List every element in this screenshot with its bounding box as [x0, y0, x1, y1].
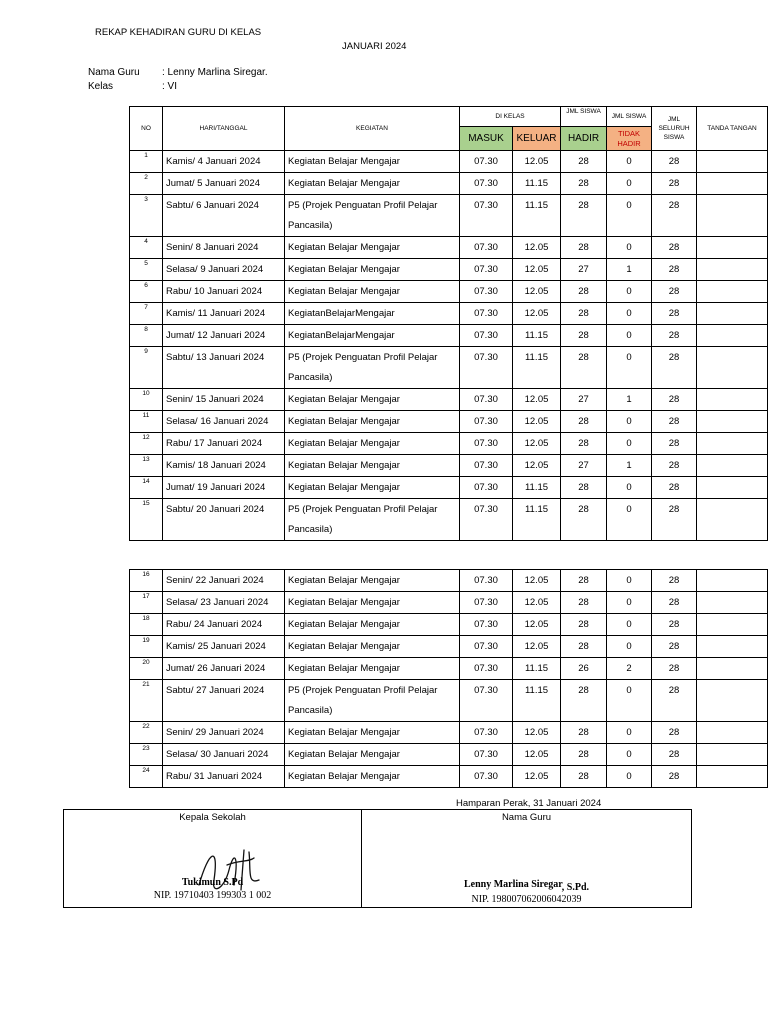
table-row [130, 658, 768, 680]
row-hadir: 28 [561, 347, 607, 389]
header-total: JML SELURUH SISWA [652, 107, 697, 151]
table-row [130, 281, 768, 303]
row-hadir: 28 [561, 499, 607, 541]
row-hadir: 28 [561, 151, 607, 173]
teacher-sign-name [362, 879, 691, 893]
teacher-label: Nama Guru [88, 67, 140, 78]
table-row [130, 477, 768, 499]
row-keluar: 11.15 [513, 477, 561, 499]
row-total: 28 [652, 303, 697, 325]
row-tidak-hadir: 0 [607, 237, 652, 259]
row-signature [697, 636, 768, 658]
row-keluar: 12.05 [513, 389, 561, 411]
row-date: Senin/ 8 Januari 2024 [163, 237, 285, 259]
row-date: Senin/ 15 Januari 2024 [163, 389, 285, 411]
row-date: Senin/ 22 Januari 2024 [163, 570, 285, 592]
row-date: Kamis/ 18 Januari 2024 [163, 455, 285, 477]
row-total: 28 [652, 389, 697, 411]
row-total: 28 [652, 325, 697, 347]
table-row [130, 411, 768, 433]
row-no: 22 [130, 722, 163, 744]
row-signature [697, 658, 768, 680]
row-hadir: 28 [561, 636, 607, 658]
row-masuk: 07.30 [460, 570, 513, 592]
row-no: 17 [130, 592, 163, 614]
row-signature [697, 259, 768, 281]
row-total: 28 [652, 680, 697, 722]
row-tidak-hadir: 0 [607, 722, 652, 744]
row-activity: Kegiatan Belajar Mengajar [285, 433, 460, 455]
row-no: 1 [130, 151, 163, 173]
header-no: NO [130, 107, 163, 151]
row-activity: Kegiatan Belajar Mengajar [285, 455, 460, 477]
row-no: 16 [130, 570, 163, 592]
row-keluar: 12.05 [513, 614, 561, 636]
row-masuk: 07.30 [460, 722, 513, 744]
row-no: 13 [130, 455, 163, 477]
document-title: REKAP KEHADIRAN GURU DI KELAS [95, 27, 262, 38]
row-total: 28 [652, 636, 697, 658]
teacher-nip: NIP. 198007062006042039 [471, 894, 582, 905]
row-tidak-hadir: 0 [607, 477, 652, 499]
teacher-cell [362, 810, 692, 908]
row-keluar: 11.15 [513, 173, 561, 195]
row-keluar: 12.05 [513, 259, 561, 281]
row-signature [697, 614, 768, 636]
table-row [130, 744, 768, 766]
row-signature [697, 477, 768, 499]
header-hadir: HADIR [561, 127, 607, 151]
row-date: Jumat/ 19 Januari 2024 [163, 477, 285, 499]
row-hadir: 26 [561, 658, 607, 680]
principal-role: Kepala Sekolah [179, 812, 246, 823]
row-total: 28 [652, 499, 697, 541]
class-label: Kelas [88, 81, 114, 92]
row-signature [697, 499, 768, 541]
row-signature [697, 151, 768, 173]
teacher-sign-name-main: Lenny Marlina Siregar [463, 879, 562, 890]
row-date: Jumat/ 5 Januari 2024 [163, 173, 285, 195]
row-signature [697, 195, 768, 237]
row-no: 8 [130, 325, 163, 347]
row-no: 12 [130, 433, 163, 455]
row-signature [697, 347, 768, 389]
row-hadir: 28 [561, 570, 607, 592]
row-activity: Kegiatan Belajar Mengajar [285, 281, 460, 303]
row-no: 5 [130, 259, 163, 281]
row-total: 28 [652, 173, 697, 195]
header-activity: KEGIATAN [285, 107, 460, 151]
row-total: 28 [652, 411, 697, 433]
row-signature [697, 411, 768, 433]
row-masuk: 07.30 [460, 303, 513, 325]
row-hadir: 28 [561, 325, 607, 347]
place-date: Hamparan Perak, 31 Januari 2024 [456, 798, 602, 809]
row-date: Rabu/ 24 Januari 2024 [163, 614, 285, 636]
row-tidak-hadir: 0 [607, 499, 652, 541]
row-activity: Kegiatan Belajar Mengajar [285, 766, 460, 788]
table-row [130, 570, 768, 592]
row-hadir: 28 [561, 766, 607, 788]
row-activity: Kegiatan Belajar Mengajar [285, 237, 460, 259]
row-total: 28 [652, 151, 697, 173]
row-signature [697, 173, 768, 195]
row-masuk: 07.30 [460, 411, 513, 433]
row-no: 23 [130, 744, 163, 766]
header-students-count: JML SISWA [561, 107, 607, 127]
row-keluar: 12.05 [513, 455, 561, 477]
row-activity: Kegiatan Belajar Mengajar [285, 658, 460, 680]
row-keluar: 11.15 [513, 680, 561, 722]
row-no: 24 [130, 766, 163, 788]
row-total: 28 [652, 722, 697, 744]
row-activity: Kegiatan Belajar Mengajar [285, 722, 460, 744]
row-signature [697, 433, 768, 455]
row-tidak-hadir: 0 [607, 744, 652, 766]
table-row [130, 347, 768, 389]
row-keluar: 12.05 [513, 722, 561, 744]
row-total: 28 [652, 281, 697, 303]
row-date: Sabtu/ 6 Januari 2024 [163, 195, 285, 237]
row-date: Sabtu/ 20 Januari 2024 [163, 499, 285, 541]
table-row [130, 173, 768, 195]
row-no: 11 [130, 411, 163, 433]
table-row [130, 722, 768, 744]
row-hadir: 27 [561, 259, 607, 281]
class-value: : VI [162, 81, 178, 92]
row-no: 6 [130, 281, 163, 303]
row-tidak-hadir: 0 [607, 636, 652, 658]
row-hadir: 28 [561, 614, 607, 636]
row-signature [697, 680, 768, 722]
table-row [130, 325, 768, 347]
row-total: 28 [652, 477, 697, 499]
table-row [130, 151, 768, 173]
row-masuk: 07.30 [460, 173, 513, 195]
row-date: Sabtu/ 27 Januari 2024 [163, 680, 285, 722]
header-date: HARI/TANGGAL [163, 107, 285, 151]
row-tidak-hadir: 0 [607, 680, 652, 722]
row-masuk: 07.30 [460, 744, 513, 766]
row-activity: Kegiatan Belajar Mengajar [285, 259, 460, 281]
row-hadir: 28 [561, 680, 607, 722]
table-row [130, 433, 768, 455]
row-masuk: 07.30 [460, 766, 513, 788]
row-masuk: 07.30 [460, 389, 513, 411]
row-keluar: 12.05 [513, 411, 561, 433]
principal-name: Tukimun S.Pd [181, 877, 244, 888]
row-masuk: 07.30 [460, 195, 513, 237]
row-activity: Kegiatan Belajar Mengajar [285, 614, 460, 636]
row-no: 10 [130, 389, 163, 411]
row-no: 19 [130, 636, 163, 658]
row-hadir: 28 [561, 195, 607, 237]
row-hadir: 28 [561, 722, 607, 744]
row-date: Rabu/ 31 Januari 2024 [163, 766, 285, 788]
row-masuk: 07.30 [460, 281, 513, 303]
row-signature [697, 722, 768, 744]
row-date: Kamis/ 4 Januari 2024 [163, 151, 285, 173]
row-date: Selasa/ 23 Januari 2024 [163, 592, 285, 614]
row-masuk: 07.30 [460, 614, 513, 636]
row-tidak-hadir: 0 [607, 347, 652, 389]
row-keluar: 12.05 [513, 237, 561, 259]
row-keluar: 11.15 [513, 325, 561, 347]
row-signature [697, 303, 768, 325]
row-signature [697, 237, 768, 259]
row-keluar: 12.05 [513, 766, 561, 788]
row-masuk: 07.30 [460, 347, 513, 389]
table-row [130, 259, 768, 281]
row-hadir: 28 [561, 173, 607, 195]
row-date: Selasa/ 16 Januari 2024 [163, 411, 285, 433]
row-hadir: 28 [561, 237, 607, 259]
row-activity: P5 (Projek Penguatan Profil Pelajar Pancasila) [285, 680, 460, 722]
row-keluar: 12.05 [513, 570, 561, 592]
row-date: Jumat/ 12 Januari 2024 [163, 325, 285, 347]
row-masuk: 07.30 [460, 658, 513, 680]
row-tidak-hadir: 0 [607, 592, 652, 614]
attendance-table-2 [129, 569, 768, 788]
header-keluar: KELUAR [513, 127, 561, 151]
row-keluar: 11.15 [513, 658, 561, 680]
row-keluar: 12.05 [513, 744, 561, 766]
row-activity: Kegiatan Belajar Mengajar [285, 411, 460, 433]
row-total: 28 [652, 259, 697, 281]
table-row [130, 499, 768, 541]
row-keluar: 12.05 [513, 151, 561, 173]
row-activity: KegiatanBelajarMengajar [285, 303, 460, 325]
row-hadir: 28 [561, 281, 607, 303]
row-signature [697, 281, 768, 303]
row-date: Senin/ 29 Januari 2024 [163, 722, 285, 744]
row-signature [697, 766, 768, 788]
row-masuk: 07.30 [460, 433, 513, 455]
table-row [130, 389, 768, 411]
teacher-value: : Lenny Marlina Siregar. [162, 67, 268, 78]
row-total: 28 [652, 658, 697, 680]
row-total: 28 [652, 347, 697, 389]
table-row [130, 592, 768, 614]
row-keluar: 12.05 [513, 592, 561, 614]
row-hadir: 28 [561, 303, 607, 325]
table-row [130, 237, 768, 259]
row-masuk: 07.30 [460, 680, 513, 722]
row-total: 28 [652, 614, 697, 636]
teacher-role: Nama Guru [501, 812, 552, 823]
row-hadir: 28 [561, 477, 607, 499]
row-no: 2 [130, 173, 163, 195]
row-no: 18 [130, 614, 163, 636]
row-activity: Kegiatan Belajar Mengajar [285, 151, 460, 173]
row-no: 20 [130, 658, 163, 680]
header-absent-group: JML SISWA [607, 107, 652, 127]
row-activity: Kegiatan Belajar Mengajar [285, 592, 460, 614]
row-signature [697, 455, 768, 477]
row-signature [697, 744, 768, 766]
row-tidak-hadir: 0 [607, 766, 652, 788]
row-hadir: 28 [561, 592, 607, 614]
row-total: 28 [652, 195, 697, 237]
row-no: 9 [130, 347, 163, 389]
table-row [130, 455, 768, 477]
row-hadir: 27 [561, 455, 607, 477]
row-tidak-hadir: 1 [607, 389, 652, 411]
row-hadir: 28 [561, 411, 607, 433]
row-masuk: 07.30 [460, 636, 513, 658]
row-keluar: 11.15 [513, 347, 561, 389]
row-tidak-hadir: 0 [607, 325, 652, 347]
row-total: 28 [652, 433, 697, 455]
table-row [130, 680, 768, 722]
principal-cell [64, 810, 362, 908]
document-month: JANUARI 2024 [342, 41, 407, 52]
header-signature: TANDA TANGAN [697, 107, 768, 151]
row-keluar: 12.05 [513, 281, 561, 303]
row-activity: Kegiatan Belajar Mengajar [285, 477, 460, 499]
table-row [130, 195, 768, 237]
row-tidak-hadir: 0 [607, 433, 652, 455]
header-tidak-hadir: TIDAK HADIR [607, 127, 652, 151]
row-no: 14 [130, 477, 163, 499]
row-date: Selasa/ 30 Januari 2024 [163, 744, 285, 766]
row-tidak-hadir: 0 [607, 614, 652, 636]
row-total: 28 [652, 744, 697, 766]
row-signature [697, 570, 768, 592]
row-keluar: 12.05 [513, 433, 561, 455]
row-activity: P5 (Projek Penguatan Profil Pelajar Pancasila) [285, 195, 460, 237]
table-row [130, 636, 768, 658]
row-activity: Kegiatan Belajar Mengajar [285, 389, 460, 411]
row-date: Sabtu/ 13 Januari 2024 [163, 347, 285, 389]
row-masuk: 07.30 [460, 259, 513, 281]
row-hadir: 28 [561, 433, 607, 455]
row-activity: KegiatanBelajarMengajar [285, 325, 460, 347]
row-activity: Kegiatan Belajar Mengajar [285, 570, 460, 592]
table-row [130, 766, 768, 788]
row-total: 28 [652, 570, 697, 592]
row-tidak-hadir: 0 [607, 151, 652, 173]
row-tidak-hadir: 0 [607, 173, 652, 195]
table-row [130, 303, 768, 325]
row-total: 28 [652, 592, 697, 614]
row-activity: P5 (Projek Penguatan Profil Pelajar Pancasila) [285, 347, 460, 389]
row-masuk: 07.30 [460, 477, 513, 499]
row-masuk: 07.30 [460, 455, 513, 477]
row-signature [697, 389, 768, 411]
attendance-table-1 [129, 106, 768, 541]
row-total: 28 [652, 766, 697, 788]
row-date: Selasa/ 9 Januari 2024 [163, 259, 285, 281]
table-row [130, 614, 768, 636]
row-masuk: 07.30 [460, 592, 513, 614]
principal-nip: NIP. 19710403 199303 1 002 [153, 890, 272, 901]
row-keluar: 11.15 [513, 195, 561, 237]
row-date: Jumat/ 26 Januari 2024 [163, 658, 285, 680]
row-signature [697, 325, 768, 347]
row-hadir: 27 [561, 389, 607, 411]
row-total: 28 [652, 455, 697, 477]
row-keluar: 12.05 [513, 636, 561, 658]
row-date: Rabu/ 10 Januari 2024 [163, 281, 285, 303]
row-activity: Kegiatan Belajar Mengajar [285, 744, 460, 766]
row-date: Kamis/ 25 Januari 2024 [163, 636, 285, 658]
row-signature [697, 592, 768, 614]
row-no: 4 [130, 237, 163, 259]
row-masuk: 07.30 [460, 237, 513, 259]
row-masuk: 07.30 [460, 499, 513, 541]
row-hadir: 28 [561, 744, 607, 766]
row-keluar: 12.05 [513, 303, 561, 325]
row-activity: Kegiatan Belajar Mengajar [285, 636, 460, 658]
row-date: Rabu/ 17 Januari 2024 [163, 433, 285, 455]
teacher-sign-name-suffix: , S.Pd. [561, 882, 590, 893]
row-no: 3 [130, 195, 163, 237]
row-tidak-hadir: 0 [607, 195, 652, 237]
header-in-class: DI KELAS [460, 107, 561, 127]
row-no: 7 [130, 303, 163, 325]
row-tidak-hadir: 0 [607, 411, 652, 433]
header-masuk: MASUK [460, 127, 513, 151]
signature-table [63, 809, 692, 908]
row-tidak-hadir: 2 [607, 658, 652, 680]
row-tidak-hadir: 1 [607, 259, 652, 281]
row-activity: Kegiatan Belajar Mengajar [285, 173, 460, 195]
row-activity: P5 (Projek Penguatan Profil Pelajar Pancasila) [285, 499, 460, 541]
row-keluar: 11.15 [513, 499, 561, 541]
row-no: 21 [130, 680, 163, 722]
row-date: Kamis/ 11 Januari 2024 [163, 303, 285, 325]
row-tidak-hadir: 0 [607, 281, 652, 303]
row-masuk: 07.30 [460, 325, 513, 347]
row-tidak-hadir: 0 [607, 570, 652, 592]
row-no: 15 [130, 499, 163, 541]
row-tidak-hadir: 1 [607, 455, 652, 477]
row-total: 28 [652, 237, 697, 259]
row-masuk: 07.30 [460, 151, 513, 173]
row-tidak-hadir: 0 [607, 303, 652, 325]
